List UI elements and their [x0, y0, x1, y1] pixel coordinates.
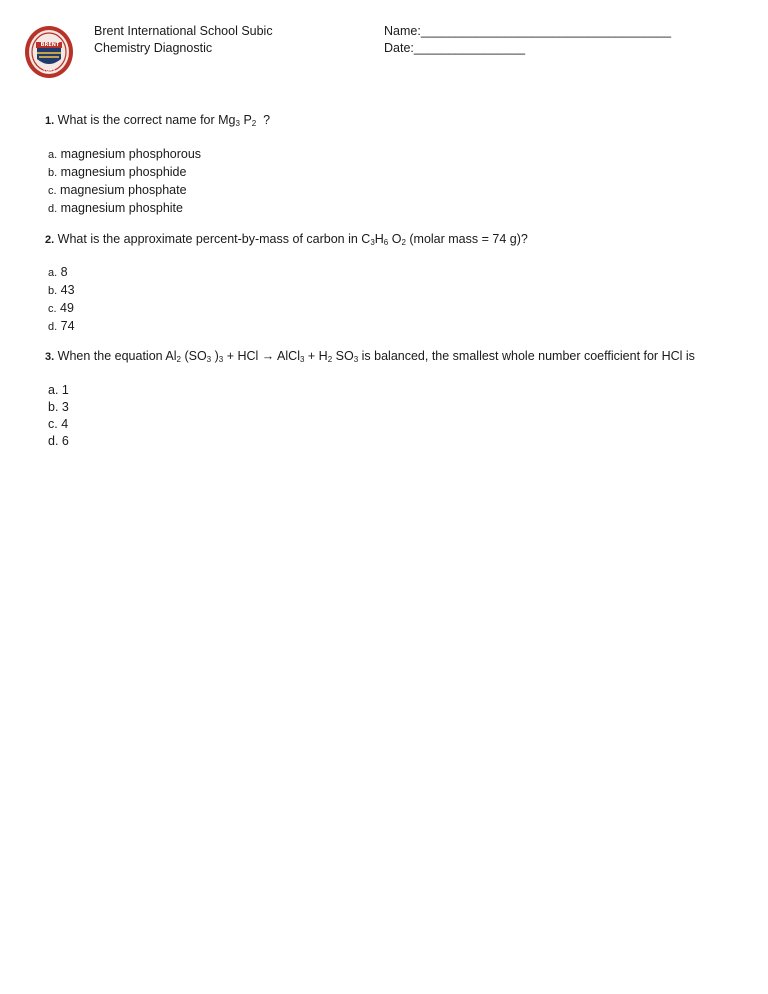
subscript: 2 — [176, 355, 181, 364]
question-3 — [45, 348, 695, 366]
question-text: is balanced, the smallest whole number coefficient for HCl is — [358, 349, 695, 363]
subscript: 2 — [401, 238, 406, 247]
question-text: ? — [256, 113, 271, 127]
subscript: 3 — [353, 355, 359, 364]
subscript: 3 — [299, 355, 305, 364]
option-b[interactable] — [48, 164, 201, 182]
question-number: 1. — [45, 115, 55, 127]
question-text: ) — [211, 349, 219, 363]
question-number: 3. — [45, 351, 55, 363]
question-text: H — [374, 232, 384, 246]
option-text: 1 — [61, 383, 69, 397]
option-b[interactable] — [48, 282, 75, 300]
option-letter: c. — [48, 303, 57, 315]
option-text: 6 — [61, 434, 69, 448]
school-name: Brent International School Subic — [94, 24, 273, 38]
subscript: 6 — [383, 238, 389, 247]
option-c[interactable] — [48, 182, 201, 200]
question-2-options — [48, 264, 75, 336]
question-1-options — [48, 146, 201, 218]
option-a[interactable] — [48, 382, 69, 399]
option-letter: b. — [48, 167, 58, 179]
subscript: 2 — [251, 119, 257, 128]
option-text: magnesium phosphorous — [60, 147, 202, 161]
option-letter: a. — [48, 383, 59, 397]
option-d[interactable] — [48, 433, 69, 450]
name-field[interactable]: Name:____________________________________ — [384, 24, 672, 38]
option-text: magnesium phosphate — [60, 183, 187, 197]
option-text: 4 — [61, 417, 69, 431]
question-text: O — [388, 232, 402, 246]
question-number: 2. — [45, 234, 55, 246]
subscript: 3 — [370, 238, 375, 247]
option-letter: a. — [48, 149, 58, 161]
option-letter: b. — [48, 400, 59, 414]
option-text: magnesium phosphite — [60, 201, 183, 215]
option-c[interactable] — [48, 300, 75, 318]
option-a[interactable] — [48, 264, 75, 282]
option-d[interactable] — [48, 318, 75, 336]
option-letter: a. — [48, 267, 58, 279]
option-text: 3 — [61, 400, 69, 414]
subscript: 3 — [218, 355, 224, 364]
option-letter: b. — [48, 285, 58, 297]
option-text: 49 — [60, 301, 74, 315]
question-text: What is the correct name for Mg — [57, 113, 236, 127]
question-text: When the equation Al — [57, 349, 177, 363]
question-3-options — [48, 382, 69, 450]
logo-year-text: 1984 — [42, 69, 56, 75]
option-letter: d. — [48, 434, 59, 448]
school-logo — [24, 25, 74, 79]
option-text: 8 — [60, 265, 68, 279]
option-letter: d. — [48, 321, 58, 333]
option-letter: c. — [48, 417, 58, 431]
subscript: 2 — [327, 355, 333, 364]
option-letter: d. — [48, 203, 58, 215]
subscript: 3 — [206, 355, 212, 364]
question-text: SO — [332, 349, 354, 363]
option-d[interactable] — [48, 200, 201, 218]
logo-banner-text: BRENT — [40, 42, 60, 48]
question-2 — [45, 231, 528, 249]
question-text: P — [239, 113, 252, 127]
question-1 — [45, 112, 270, 130]
question-text: What is the approximate percent-by-mass of carbon in C — [57, 232, 371, 246]
date-field[interactable]: Date:________________ — [384, 41, 526, 55]
subject-title: Chemistry Diagnostic — [94, 41, 213, 55]
option-text: 43 — [60, 283, 75, 297]
option-b[interactable] — [48, 399, 69, 416]
option-letter: c. — [48, 185, 57, 197]
option-text: 74 — [60, 319, 75, 333]
logo-text-top — [24, 25, 25, 26]
option-text: magnesium phosphide — [60, 165, 187, 179]
question-text: + H — [304, 349, 328, 363]
question-text: + HCl → AlCl — [223, 349, 300, 363]
question-text: (molar mass = 74 g)? — [405, 232, 528, 246]
option-c[interactable] — [48, 416, 69, 433]
question-text: (SO — [180, 349, 207, 363]
option-a[interactable] — [48, 146, 201, 164]
subscript: 3 — [235, 119, 240, 128]
